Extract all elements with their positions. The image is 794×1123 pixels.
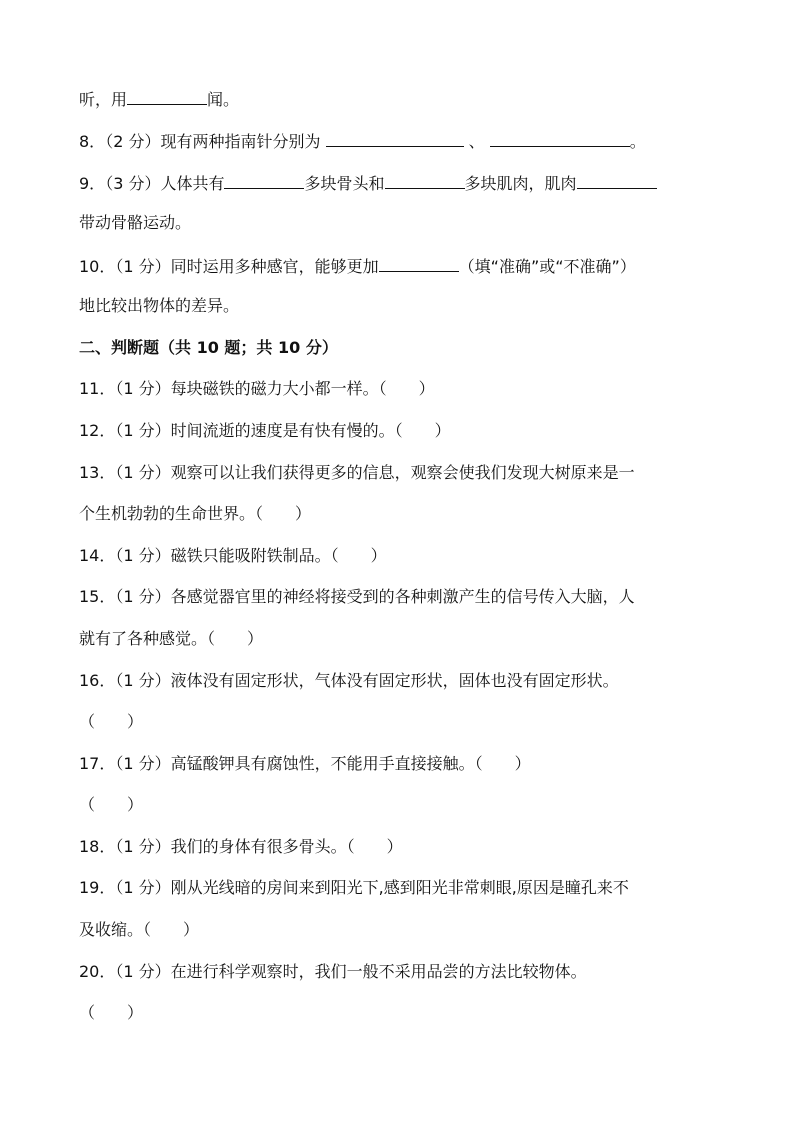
- q8-answer-blank-2[interactable]: [490, 128, 630, 147]
- q16-line: [79, 669, 724, 693]
- q18-score: （1 分）: [115, 837, 171, 856]
- q15-score: （1 分）: [115, 587, 171, 606]
- q17-line-2: [79, 793, 724, 817]
- q17-line: [79, 752, 724, 776]
- q12-score: （1 分）: [115, 421, 171, 440]
- q12-line: [79, 419, 724, 443]
- q14-line: [79, 544, 724, 568]
- q15-text-cont[interactable]: 就有了各种感觉。（ ）: [79, 629, 264, 648]
- q19-number: 19．: [79, 878, 116, 897]
- q7-answer-blank[interactable]: [127, 86, 207, 105]
- q17-number: 17．: [79, 754, 116, 773]
- q20-answer-paren[interactable]: （ ）: [79, 1003, 144, 1022]
- q10-line-2: [79, 294, 724, 318]
- q15-number: 15．: [79, 587, 116, 606]
- q16-line-2: [79, 710, 724, 734]
- q10-text-b: （填“准确”或“不准确”）: [458, 257, 636, 276]
- q20-line-2: [79, 1001, 724, 1025]
- q8-line: [79, 128, 724, 154]
- q8-answer-blank-1[interactable]: [326, 128, 464, 147]
- q13-text-cont[interactable]: 个生机勃勃的生命世界。（ ）: [79, 504, 312, 523]
- q20-text: 在进行科学观察时，我们一般不采用品尝的方法比较物体。: [170, 962, 587, 981]
- q8-end: 。: [629, 132, 646, 151]
- q9-text-c: 多块肌肉，肌肉: [464, 174, 577, 193]
- q10-answer-blank[interactable]: [379, 253, 459, 272]
- q13-text: 观察可以让我们获得更多的信息，观察会使我们发现大树原来是一: [170, 463, 635, 482]
- q11-text[interactable]: 每块磁铁的磁力大小都一样。（ ）: [170, 379, 435, 398]
- q17-text[interactable]: 高锰酸钾具有腐蚀性，不能用手直接接触。（ ）: [170, 754, 531, 773]
- q14-score: （1 分）: [115, 546, 171, 565]
- q13-number: 13．: [79, 463, 116, 482]
- q10-text-a: 同时运用多种感官，能够更加: [170, 257, 379, 276]
- q20-score: （1 分）: [115, 962, 171, 981]
- q7-tail-line: [79, 86, 724, 112]
- q11-number: 11．: [79, 379, 116, 398]
- q20-number: 20．: [79, 962, 116, 981]
- q9-answer-blank-2[interactable]: [385, 170, 465, 189]
- q10-score: （1 分）: [115, 257, 171, 276]
- q16-number: 16．: [79, 671, 116, 690]
- q14-text[interactable]: 磁铁只能吸附铁制品。（ ）: [170, 546, 387, 565]
- q20-line: [79, 960, 724, 984]
- q10-text-c: 地比较出物体的差异。: [79, 296, 240, 315]
- q9-number: 9．: [79, 174, 106, 193]
- q11-score: （1 分）: [115, 379, 171, 398]
- q19-line: [79, 876, 724, 900]
- q19-text-cont[interactable]: 及收缩。（ ）: [79, 920, 200, 939]
- q10-line: [79, 253, 724, 279]
- q8-number: 8．: [79, 132, 106, 151]
- q8-text: 现有两种指南针分别为: [160, 132, 321, 151]
- q16-answer-paren[interactable]: （ ）: [79, 712, 144, 731]
- q14-number: 14．: [79, 546, 116, 565]
- q7-text-a: 听，用: [79, 90, 128, 109]
- q13-line: [79, 461, 724, 485]
- q19-text: 刚从光线暗的房间来到阳光下,感到阳光非常刺眼,原因是瞳孔来不: [170, 878, 629, 897]
- q18-text[interactable]: 我们的身体有很多骨头。（ ）: [170, 837, 403, 856]
- q13-line-2: [79, 502, 724, 526]
- q9-line-2: [79, 211, 724, 235]
- q15-line: [79, 585, 724, 609]
- q15-line-2: [79, 627, 724, 651]
- q12-number: 12．: [79, 421, 116, 440]
- q10-number: 10．: [79, 257, 116, 276]
- q9-answer-blank-3[interactable]: [577, 170, 657, 189]
- q9-text-b: 多块骨头和: [304, 174, 385, 193]
- q19-score: （1 分）: [115, 878, 171, 897]
- q9-text-a: 人体共有: [160, 174, 225, 193]
- q11-line: [79, 377, 724, 401]
- q7-text-b: 闻。: [207, 90, 240, 109]
- q13-score: （1 分）: [115, 463, 171, 482]
- q17-answer-paren[interactable]: （ ）: [79, 795, 144, 814]
- q17-score: （1 分）: [115, 754, 171, 773]
- q9-text-d: 带动骨骼运动。: [79, 213, 192, 232]
- q8-separator: 、: [468, 132, 485, 151]
- q15-text: 各感觉器官里的神经将接受到的各种刺激产生的信号传入大脑，人: [170, 587, 635, 606]
- section-2-title: 二、判断题（共 10 题；共 10 分）: [79, 338, 338, 357]
- q9-score: （3 分）: [105, 174, 161, 193]
- q9-answer-blank-1[interactable]: [224, 170, 304, 189]
- q16-score: （1 分）: [115, 671, 171, 690]
- q19-line-2: [79, 918, 724, 942]
- q18-line: [79, 835, 724, 859]
- q16-text: 液体没有固定形状，气体没有固定形状，固体也没有固定形状。: [170, 671, 619, 690]
- q12-text[interactable]: 时间流逝的速度是有快有慢的。（ ）: [170, 421, 451, 440]
- q18-number: 18．: [79, 837, 116, 856]
- q8-score: （2 分）: [105, 132, 161, 151]
- q9-line: [79, 170, 724, 196]
